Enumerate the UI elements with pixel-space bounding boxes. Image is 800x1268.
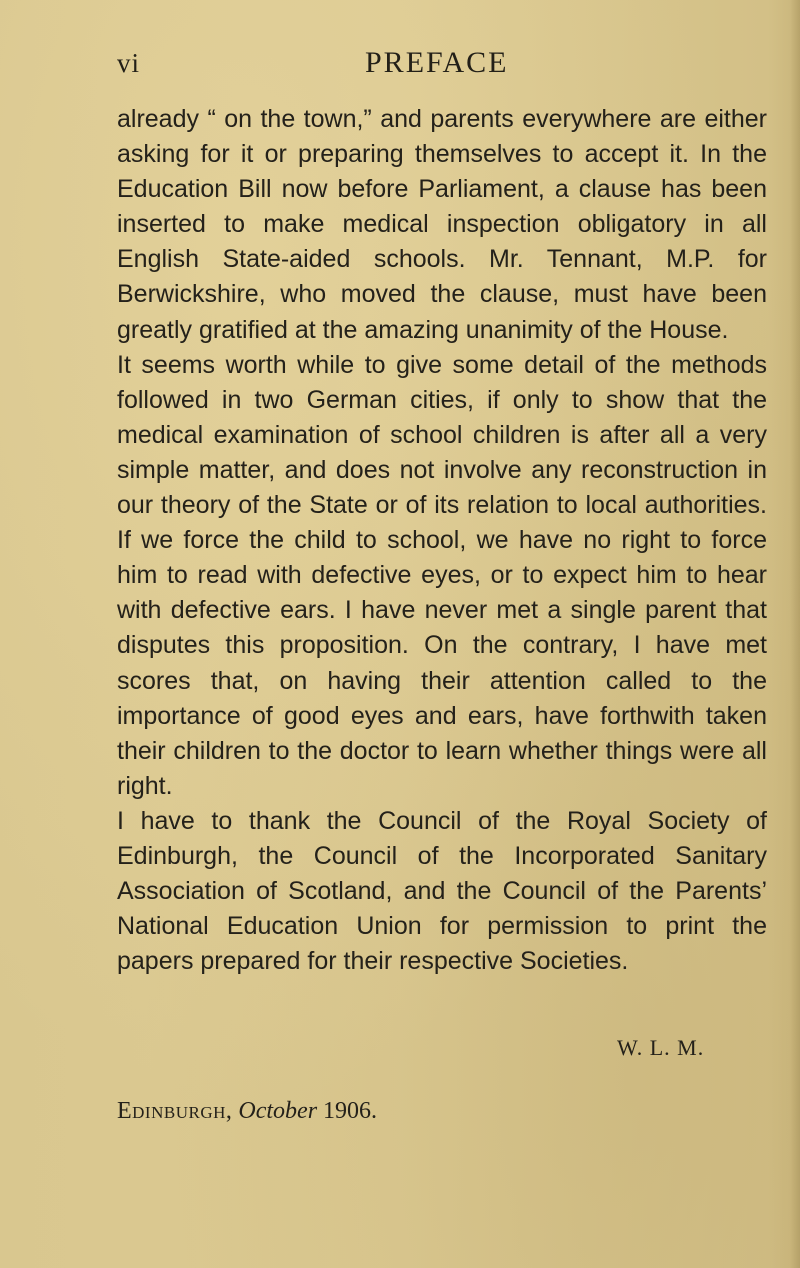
paragraph-2: It seems worth while to give some detail of the methods followed in two German cities, if only to show that the medical examination of school children is after all a very simple matter, and does not involve any reconstruction in our theory of the State or of its relation to local authorities. If we force the child to school, we have no right to force him to read with defective eyes, or to expect him to hear with defective ears. I have never met a single parent that disputes this proposition. On the contrary, I have met scores that, on having their attention called to the importance of good eyes and ears, have forthwith taken their children to the doctor to learn whether things were all right. [117,350,767,800]
running-head [117,44,767,84]
dateline-place: Edinburgh, [117,1098,233,1124]
dateline-year: 1906. [323,1098,378,1124]
paragraph-3: I have to thank the Council of the Royal Society of Edinburgh, the Council of the Incorporated Sanitary Association of Scotland, and the Council of the Parents’ National Education Union for permission to print the papers prepared for their respective Societies. [117,806,767,976]
page-number: vi [117,48,141,78]
paragraph-1: already “ on the town,” and parents everywhere are either asking for it or preparing themselves to accept it. In the Education Bill now before Parliament, a clause has been inserted to make medical inspection obligatory in all English State-aided schools. Mr. Tennant, M.P. for Berwickshire, who moved the clause, must have been greatly gratified at the amazing unanimity of the House. [117,105,767,344]
preface-body [117,102,767,979]
running-title: PREFACE [365,46,509,79]
dateline-month: October [238,1098,318,1124]
page-edge-shadow [790,0,800,1268]
author-initials: W. L. M. [617,1035,705,1060]
dateline [117,1098,377,1125]
